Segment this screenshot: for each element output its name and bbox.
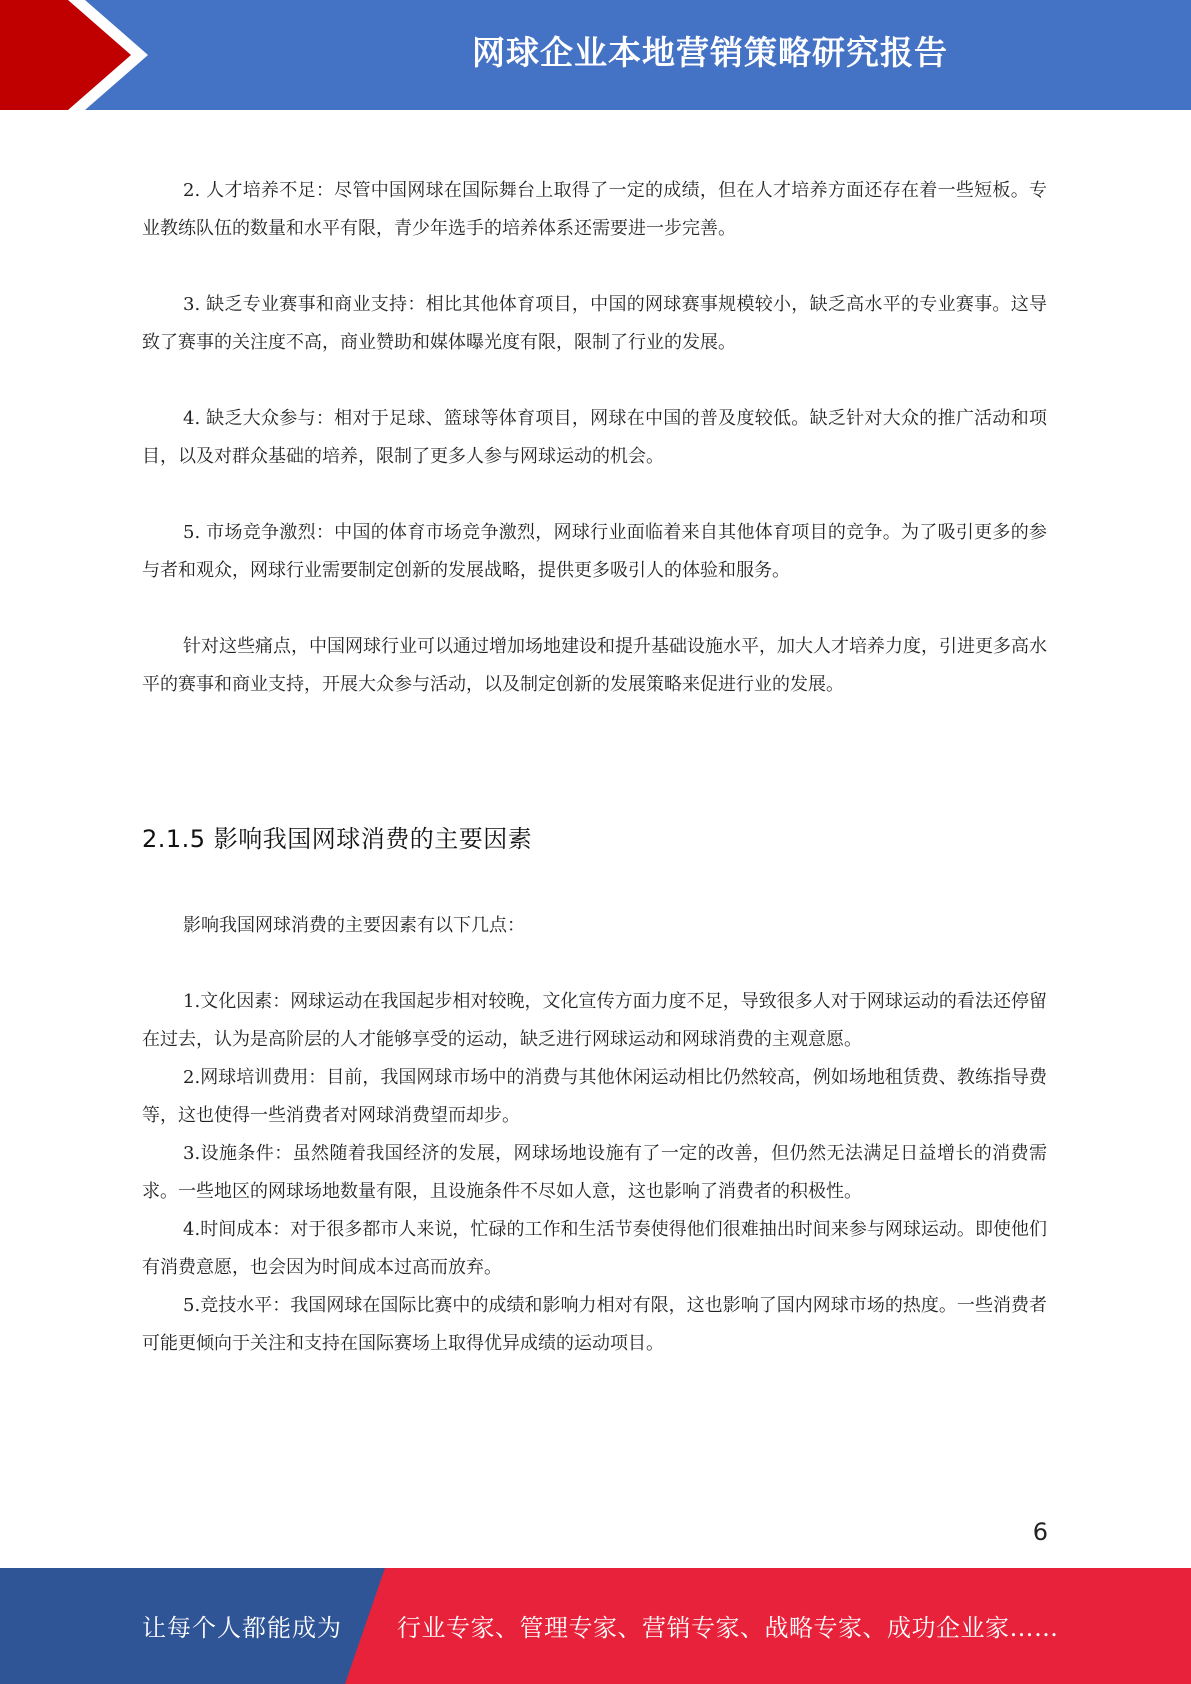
pain-point-summary: 针对这些痛点，中国网球行业可以通过增加场地建设和提升基础设施水平，加大人才培养力度，引进更多高水平的赛事和商业支持，开展大众参与活动，以及制定创新的发展策略来促进行业的发展。 [142,636,1047,695]
factor-item: 5.竞技水平：我国网球在国际比赛中的成绩和影响力相对有限，这也影响了国内网球市场的热度。一些消费者可能更倾向于关注和支持在国际赛场上取得优异成绩的运动项目。 [142,1295,1047,1354]
factor-item: 4.时间成本：对于很多都市人来说，忙碌的工作和生活节奏使得他们很难抽出时间来参与网球运动。即使他们有消费意愿，也会因为时间成本过高而放弃。 [142,1219,1047,1278]
page-number: 6 [1032,1518,1048,1546]
factor-item: 1.文化因素：网球运动在我国起步相对较晚，文化宣传方面力度不足，导致很多人对于网球运动的看法还停留在过去，认为是高阶层的人才能够享受的运动，缺乏进行网球运动和网球消费的主观意愿。 [142,991,1047,1050]
pain-point-paragraph: 2. 人才培养不足：尽管中国网球在国际舞台上取得了一定的成绩，但在人才培养方面还存在着一些短板。专业教练队伍的数量和水平有限，青少年选手的培养体系还需要进一步完善。 [142,180,1047,239]
page-footer [0,1568,1191,1684]
footer-slogan-left: 让每个人都能成为 [142,1614,342,1642]
pain-point-paragraph: 4. 缺乏大众参与：相对于足球、篮球等体育项目，网球在中国的普及度较低。缺乏针对大众的推广活动和项目，以及对群众基础的培养，限制了更多人参与网球运动的机会。 [142,408,1047,467]
page-header [0,0,1191,110]
factor-item: 2.网球培训费用：目前，我国网球市场中的消费与其他休闲运动相比仍然较高，例如场地租赁费、教练指导费等，这也使得一些消费者对网球消费望而却步。 [142,1067,1047,1126]
page-content [142,172,1047,1363]
section-heading: 2.1.5 影响我国网球消费的主要因素 [142,825,533,853]
pain-point-paragraph: 5. 市场竞争激烈：中国的体育市场竞争激烈，网球行业面临着来自其他体育项目的竞争。为了吸引更多的参与者和观众，网球行业需要制定创新的发展战略，提供更多吸引人的体验和服务。 [142,522,1047,581]
footer-slogan-right: 行业专家、管理专家、营销专家、战略专家、成功企业家…… [397,1614,1059,1642]
pain-point-paragraph: 3. 缺乏专业赛事和商业支持：相比其他体育项目，中国的网球赛事规模较小，缺乏高水平的专业赛事。这导致了赛事的关注度不高，商业赞助和媒体曝光度有限，限制了行业的发展。 [142,294,1047,353]
factor-item: 3.设施条件：虽然随着我国经济的发展，网球场地设施有了一定的改善，但仍然无法满足日益增长的消费需求。一些地区的网球场地数量有限，且设施条件不尽如人意，这也影响了消费者的积极性。 [142,1143,1047,1202]
section-intro: 影响我国网球消费的主要因素有以下几点： [183,915,525,936]
report-title: 网球企业本地营销策略研究报告 [472,33,948,72]
